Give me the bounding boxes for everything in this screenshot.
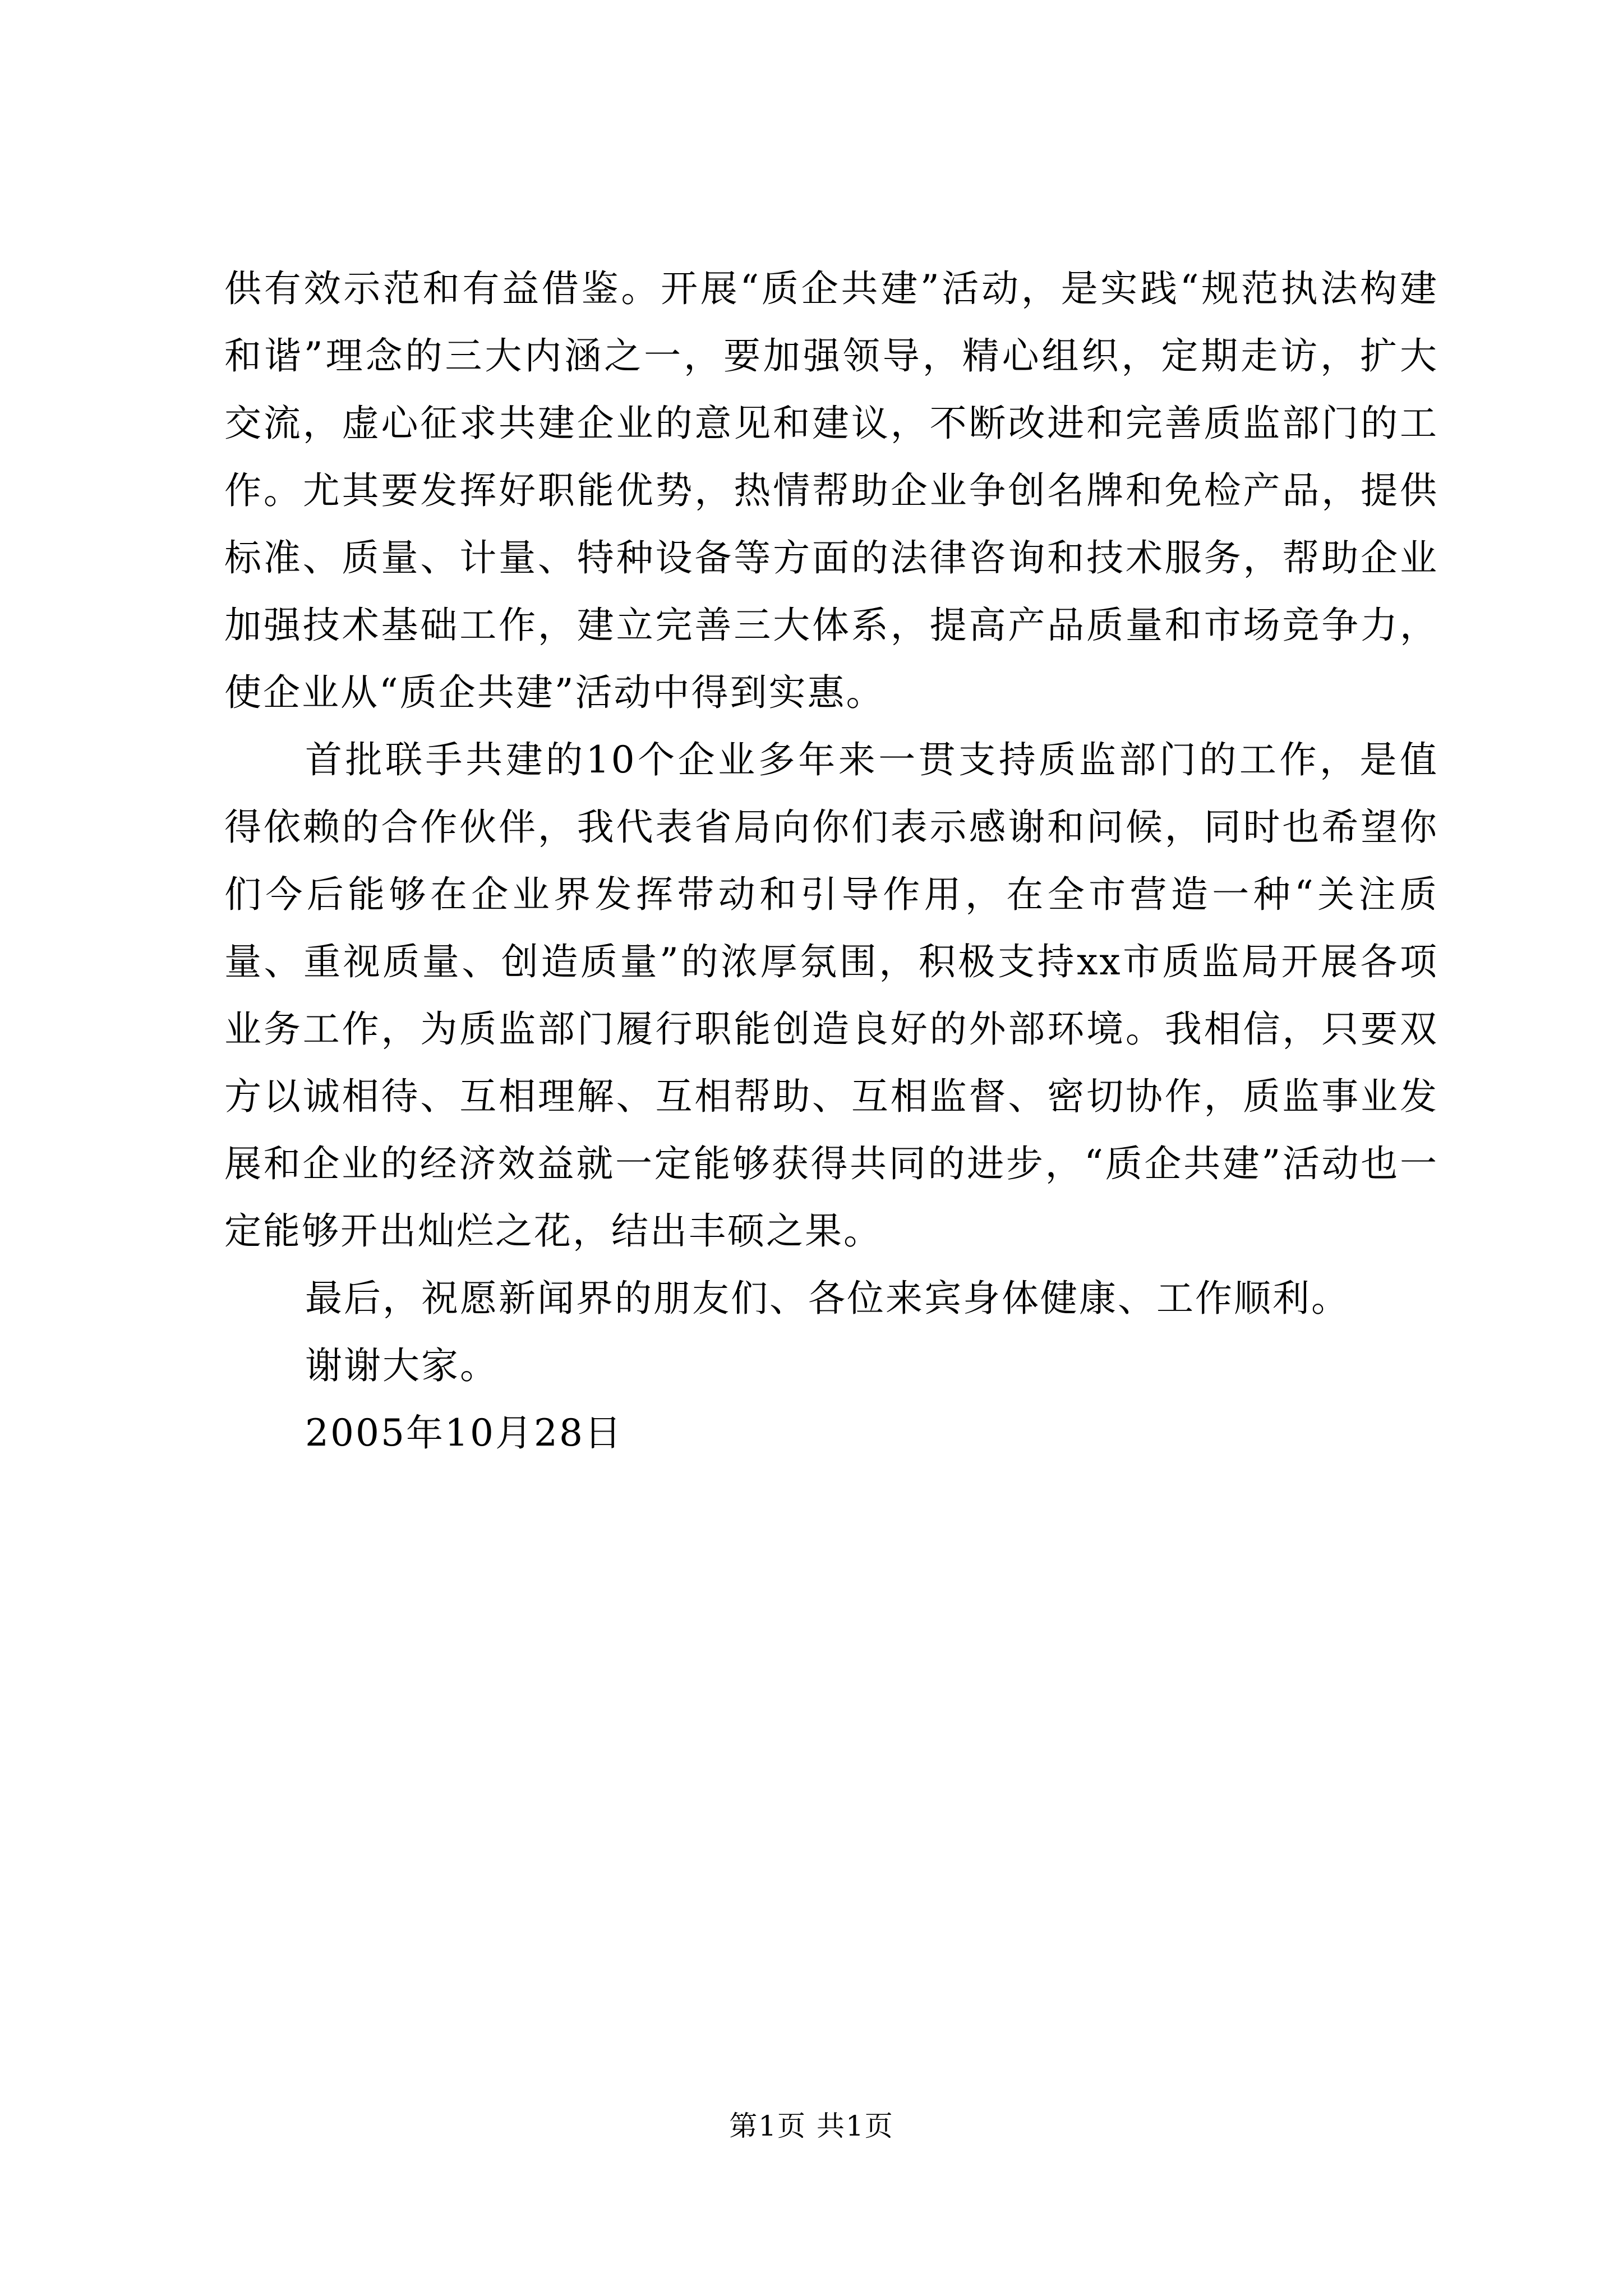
paragraph-partners: 首批联手共建的10个企业多年来一贯支持质监部门的工作，是值得依赖的合作伙伴，我代表省局向你们表示感谢和问候，同时也希望你们今后能够在企业界发挥带动和引导作用，在全市营造一种“关注质量、重视质量、创造质量”的浓厚氛围，积极支持xx市质监局开展各项业务工作，为质监部门履行职能创造良好的外部环境。我相信，只要双方以诚相待、互相理解、互相帮助、互相监督、密切协作，质监事业发展和企业的经济效益就一定能够获得共同的进步，“质企共建”活动也一定能够开出灿烂之花，结出丰硕之果。 — [224, 738, 1438, 1253]
document-body — [224, 255, 1438, 1467]
page-footer: 第1页 共1页 — [729, 2110, 894, 2142]
paragraph-continuation: 供有效示范和有益借鉴。开展“质企共建”活动，是实践“规范执法构建和谐”理念的三大内涵之一，要加强领导，精心组织，定期走访，扩大交流，虚心征求共建企业的意见和建议，不断改进和完善质监部门的工作。尤其要发挥好职能优势，热情帮助企业争创名牌和免检产品，提供标准、质量、计量、特种设备等方面的法律咨询和技术服务，帮助企业加强技术基础工作，建立完善三大体系，提高产品质量和市场竞争力，使企业从“质企共建”活动中得到实惠。 — [224, 267, 1438, 714]
paragraph-closing-wishes: 最后，祝愿新闻界的朋友们、各位来宾身体健康、工作顺利。 — [305, 1277, 1350, 1320]
thanks-line: 谢谢大家。 — [305, 1344, 499, 1387]
document-date: 2005年10月28日 — [305, 1411, 623, 1455]
